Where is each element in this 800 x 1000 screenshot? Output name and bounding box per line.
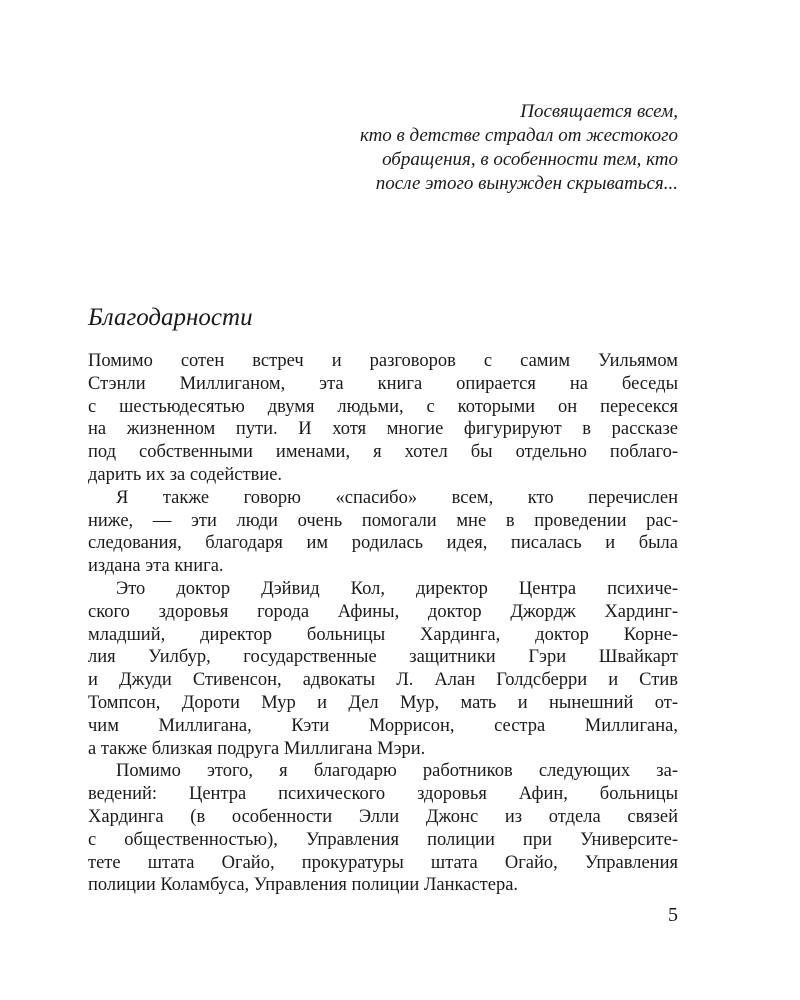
dedication-line: кто в детстве страдал от жестокого xyxy=(359,125,678,146)
dedication xyxy=(258,100,678,196)
text-line: Я также говорю «спасибо» всем, кто перечислен xyxy=(116,487,678,508)
text-line: Стэнли Миллиганом, эта книга опирается на беседы xyxy=(88,373,678,394)
paragraph xyxy=(88,350,678,487)
text-line: ского здоровья города Афины, доктор Джордж Хардинг- xyxy=(88,601,678,622)
text-line: Помимо этого, я благодарю работников следующих за- xyxy=(116,761,678,782)
paragraph xyxy=(88,578,678,760)
dedication-line: после этого вынужден скрываться... xyxy=(375,173,678,194)
paragraph xyxy=(88,487,678,578)
section-title: Благодарности xyxy=(88,304,253,331)
text-line: на жизненном пути. И хотя многие фигурируют в рассказе xyxy=(88,419,678,440)
text-line: а также близкая подруга Миллигана Мэри. xyxy=(88,738,426,759)
text-line: издана эта книга. xyxy=(88,556,224,577)
text-line: ведений: Центра психического здоровья Афин, больницы xyxy=(88,784,678,805)
text-line: и Джуди Стивенсон, адвокаты Л. Алан Голдсберри и Стив xyxy=(88,670,678,691)
dedication-line: обращения, в особенности тем, кто xyxy=(382,149,678,170)
dedication-line: Посвящается всем, xyxy=(520,101,678,122)
text-line: с шестьюдесятью двумя людьми, с которыми он пересекся xyxy=(88,396,678,417)
text-line: лия Уилбур, государственные защитники Гэри Швайкарт xyxy=(88,647,678,668)
text-line: под собственными именами, я хотел бы отдельно поблаго- xyxy=(88,442,678,463)
text-line: следования, благодаря им родилась идея, писалась и была xyxy=(88,533,678,554)
text-line: тете штата Огайо, прокуратуры штата Огайо, Управления xyxy=(88,852,678,873)
text-line: Хардинга (в особенности Элли Джонс из отдела связей xyxy=(88,806,678,827)
text-line: чим Миллигана, Кэти Моррисон, сестра Миллигана, xyxy=(88,715,678,736)
text-line: дарить их за содействие. xyxy=(88,464,283,485)
paragraph xyxy=(88,760,678,897)
text-line: полиции Коламбуса, Управления полиции Ланкастера. xyxy=(88,875,519,896)
text-line: Помимо сотен встреч и разговоров с самим Уильямом xyxy=(88,351,678,371)
page-number: 5 xyxy=(668,904,678,926)
section-body xyxy=(88,350,678,897)
text-line: с общественностью), Управления полиции при Университе- xyxy=(88,829,678,850)
text-line: Томпсон, Дороти Мур и Дел Мур, мать и нынешний от- xyxy=(88,692,678,713)
text-line: ниже, — эти люди очень помогали мне в проведении рас- xyxy=(88,510,678,531)
text-line: младший, директор больницы Хардинга, доктор Корне- xyxy=(88,624,678,645)
text-line: Это доктор Дэйвид Кол, директор Центра психиче- xyxy=(116,578,678,599)
